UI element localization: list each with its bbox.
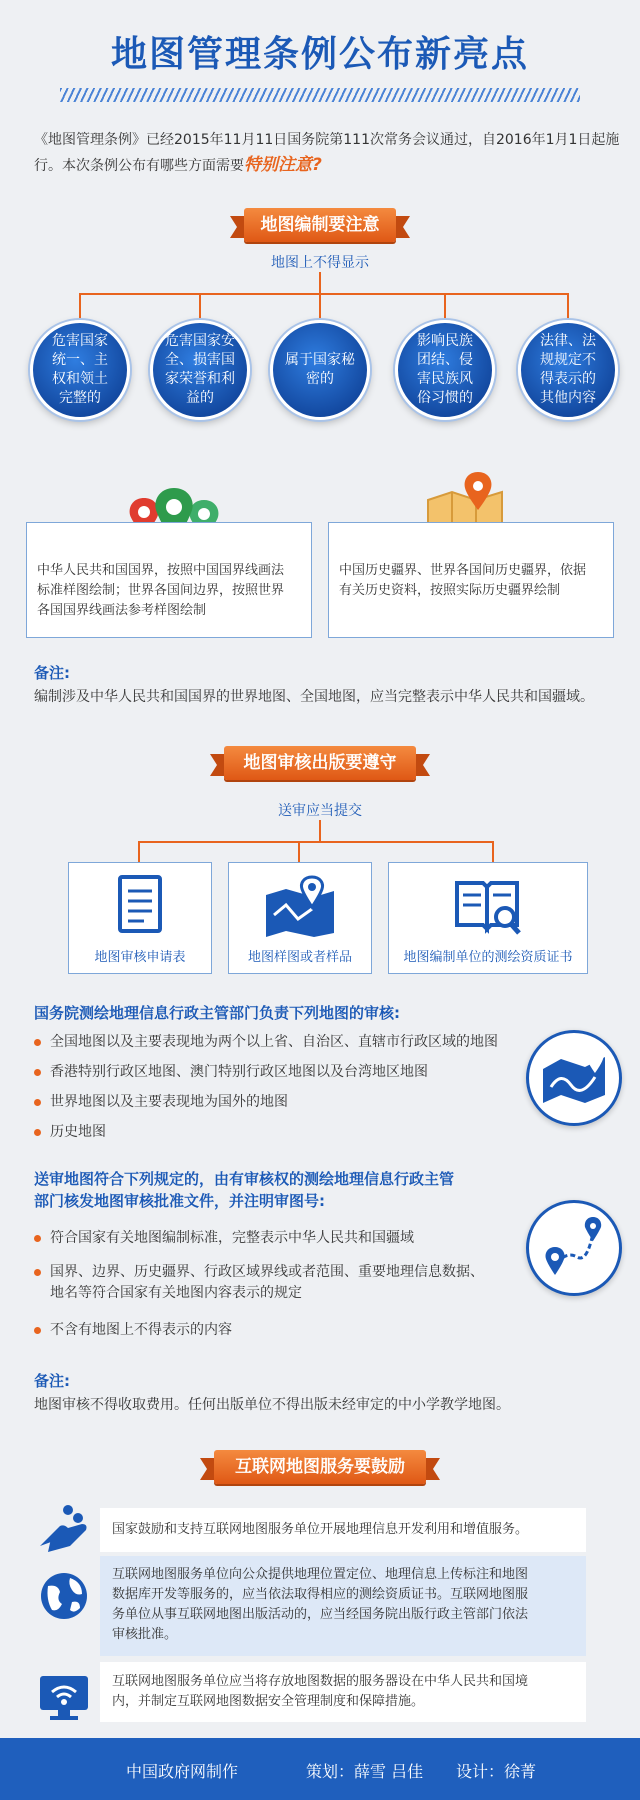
review-authority-heading: 国务院测绘地理信息行政主管部门负责下列地图的审核: xyxy=(34,1004,401,1022)
list-item: 国界、边界、历史疆界、行政区域界线或者范围、重要地理信息数据、 地名等符合国家有关地图内容表示的规定 xyxy=(34,1262,504,1304)
section3-ribbon xyxy=(200,1450,440,1484)
card-application-form-label: 地图审核申请表 xyxy=(94,950,186,965)
circle-law: 法律、法 规规定不 得表示的 其他内容 xyxy=(518,320,618,420)
globe-icon xyxy=(38,1570,90,1622)
route-map-badge xyxy=(526,1030,622,1126)
section3-title: 互联网地图服务要鼓励 xyxy=(214,1450,426,1484)
intro-highlight: 特别注意? xyxy=(244,155,322,175)
list-item: 世界地图以及主要表现地为国外的地图 xyxy=(34,1092,504,1113)
internet-row-encourage: 国家鼓励和支持互联网地图服务单位开展地理信息开发利用和增值服务。 xyxy=(100,1508,586,1552)
circle-secret: 属于国家秘 密的 xyxy=(270,320,370,420)
card-application-form xyxy=(68,862,212,974)
section1-note-title: 备注: xyxy=(34,664,70,682)
route-map-icon xyxy=(537,1041,611,1115)
section2-ribbon xyxy=(210,746,430,780)
section2-title: 地图审核出版要遵守 xyxy=(224,746,416,780)
list-item: 历史地图 xyxy=(34,1122,504,1143)
card-map-sample xyxy=(228,862,372,974)
section2-subhead: 送审应当提交 xyxy=(278,803,362,819)
footer xyxy=(0,1738,640,1800)
card-qualification-cert-label: 地图编制单位的测绘资质证书 xyxy=(403,950,573,965)
box-national-border: 中华人民共和国国界，按照中国国界线画法 标准样图绘制；世界各国间边界，按照世界 各国国界线画法参考样图绘制 xyxy=(26,522,312,638)
route-pin-icon xyxy=(537,1211,611,1285)
internet-row-qualification: 互联网地图服务单位向公众提供地理位置定位、地理信息上传标注和地图 数据库开发等服务的，应当依法取得相应的测绘资质证书。互联网地图服 务单位从事互联网地图出版活动的，应当经国务院出版行政主管部门依法 审核批准。 xyxy=(100,1556,586,1656)
wifi-monitor-icon xyxy=(38,1672,90,1724)
section2-note-text: 地图审核不得收取费用。任何出版单位不得出版未经审定的中小学教学地图。 xyxy=(34,1397,510,1413)
box-historical-border: 中国历史疆界、世界各国间历史疆界，依据 有关历史资料，按照实际历史疆界绘制 xyxy=(328,522,614,638)
circle-territory: 危害国家 统一、主 权和领土 完整的 xyxy=(30,320,130,420)
hand-coins-icon xyxy=(38,1502,90,1554)
footer-designer: 设计：徐菁 xyxy=(456,1762,537,1781)
page-title: 地图管理条例公布新亮点 xyxy=(110,34,529,75)
list-item: 全国地图以及主要表现地为两个以上省、自治区、直辖市行政区域的地图 xyxy=(34,1032,504,1053)
tree-branch xyxy=(79,293,569,295)
list-item: 香港特别行政区地图、澳门特别行政区地图以及台湾地区地图 xyxy=(34,1062,504,1083)
section1-ribbon xyxy=(230,208,410,242)
internet-row-server: 互联网地图服务单位应当将存放地图数据的服务器设在中华人民共和国境 内，并制定互联网地图数据安全管理制度和保障措施。 xyxy=(100,1662,586,1722)
section1-title: 地图编制要注意 xyxy=(244,208,396,242)
list-item: 符合国家有关地图编制标准，完整表示中华人民共和国疆域 xyxy=(34,1228,504,1249)
intro-paragraph xyxy=(34,128,624,179)
section2-note-title: 备注: xyxy=(34,1372,70,1390)
route-pin-badge xyxy=(526,1200,622,1296)
intro-text: 《地图管理条例》已经2015年11月11日国务院第111次常务会议通过，自2016年1月1日起施行。本次条例公布有哪些方面需要 xyxy=(34,132,620,174)
title-hatch-divider xyxy=(60,88,580,102)
book-magnifier-icon xyxy=(453,875,523,937)
document-icon xyxy=(116,875,164,935)
section1-note-text: 编制涉及中华人民共和国国界的世界地图、全国地图，应当完整表示中华人民共和国疆域。 xyxy=(34,689,594,705)
card-qualification-cert xyxy=(388,862,588,974)
footer-maker: 中国政府网制作 xyxy=(126,1762,239,1781)
list-item: 不含有地图上不得表示的内容 xyxy=(34,1320,504,1341)
card-map-sample-label: 地图样图或者样品 xyxy=(247,950,352,965)
circle-security: 危害国家安 全、损害国 家荣誉和利 益的 xyxy=(150,320,250,420)
map-sample-icon xyxy=(262,875,338,937)
tree-trunk xyxy=(319,272,321,294)
approval-heading: 送审地图符合下列规定的，由有审核权的测绘地理信息行政主管 部门核发地图审核批准文件，并注明审图号: xyxy=(34,1170,455,1210)
circle-ethnic: 影响民族 团结、侵 害民族风 俗习惯的 xyxy=(395,320,495,420)
section1-subhead: 地图上不得显示 xyxy=(271,255,369,271)
footer-planner: 策划：薛雪 吕佳 xyxy=(306,1762,424,1781)
